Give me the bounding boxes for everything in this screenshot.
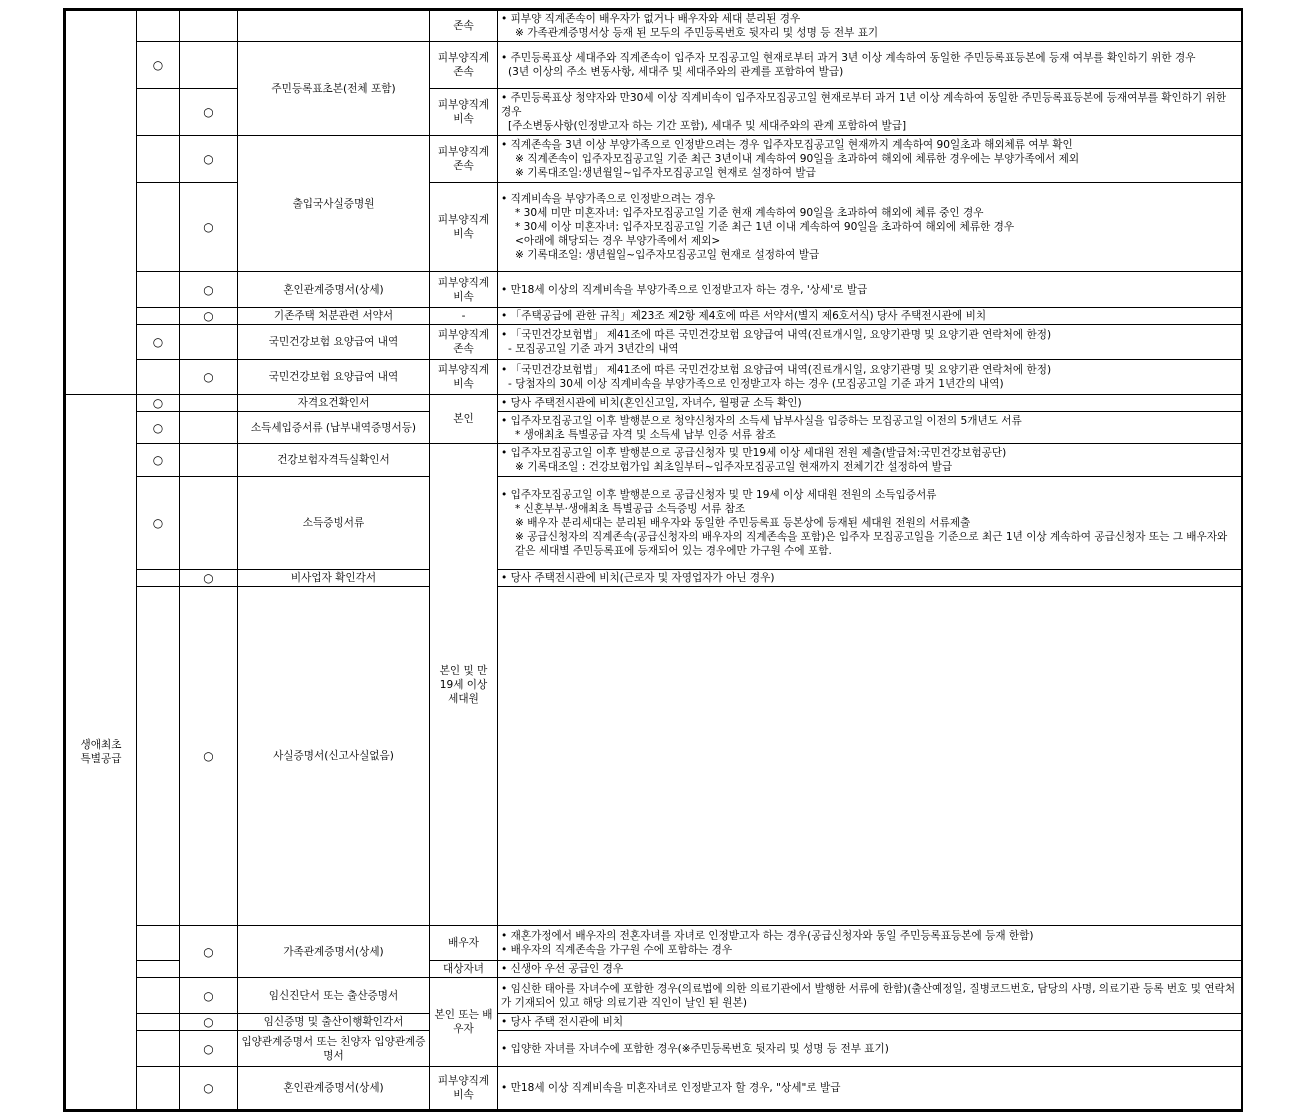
applicant-mark: ○: [137, 325, 180, 360]
description-cell: • 만18세 이상의 직계비속을 부양가족으로 인정받고자 하는 경우, '상세'로 발급: [498, 272, 1242, 308]
applicant-mark: [137, 1014, 180, 1031]
conditional-mark: ○: [180, 89, 238, 136]
applicant-mark: [137, 11, 180, 42]
table-row: [66, 272, 1242, 308]
table-row: [66, 570, 1242, 587]
description-cell: • 임신한 태아를 자녀수에 포함한 경우(의료법에 의한 의료기관에서 발행한 서류에 한함)(출산예정일, 질병코드번호, 담당의 사명, 의료기관 등록 번호 및 연락처가 기재되어 있고 해당 의료기관 직인이 날인 된 원본): [498, 978, 1242, 1014]
target-cell: 피부양직계 비속: [430, 272, 498, 308]
applicant-mark: [137, 136, 180, 183]
description-cell: • 입주자모집공고일 이후 발행분으로 청약신청자의 소득세 납부사실을 입증하는 모집공고일 이전의 5개년도 서류 * 생애최초 특별공급 자격 및 소득세 납부 인증 서류 참조: [498, 412, 1242, 444]
target-cell: 피부양직계 존속: [430, 325, 498, 360]
section-label: 생애최초 특별공급: [66, 395, 137, 1110]
target-cell: 피부양직계 존속: [430, 136, 498, 183]
document-table-frame: [63, 8, 1243, 1112]
target-cell: 피부양직계 비속: [430, 183, 498, 272]
document-name: 사실증명서(신고사실없음): [238, 587, 430, 926]
applicant-mark: ○: [137, 395, 180, 412]
conditional-mark: ○: [180, 183, 238, 272]
description-cell: • 입주자모집공고일 이후 발행분으로 공급신청자 및 만19세 이상 세대원 전원 제출(발급처:국민건강보험공단) ※ 기록대조일 : 건강보험가입 최초일부터~입주자모집공고일 현재까지 전체기간 설정하여 발급: [498, 444, 1242, 477]
description-cell: • 당사 주택전시관에 비치(혼인신고일, 자녀수, 월평균 소득 확인): [498, 395, 1242, 412]
target-cell: 피부양직계 비속: [430, 360, 498, 395]
document-name: 주민등록표초본(전체 포함): [238, 42, 430, 136]
conditional-mark: ○: [180, 136, 238, 183]
applicant-mark: ○: [137, 412, 180, 444]
applicant-mark: [137, 926, 180, 961]
applicant-mark: ○: [137, 477, 180, 570]
document-name: 국민건강보험 요양급여 내역: [238, 325, 430, 360]
document-name: 출입국사실증명원: [238, 136, 430, 272]
description-cell: • 재혼가정에서 배우자의 전혼자녀를 자녀로 인정받고자 하는 경우(공급신청자와 동일 주민등록표등본에 등재 한함) • 배우자의 직계존속을 가구원 수에 포함하는 경우: [498, 926, 1242, 961]
description-cell: • 당사 주택 전시관에 비치: [498, 1014, 1242, 1031]
target-cell: 존속: [430, 11, 498, 42]
applicant-mark: [137, 570, 180, 587]
conditional-mark: [180, 395, 238, 412]
conditional-mark: ○: [180, 1031, 238, 1067]
table-row: [66, 42, 1242, 89]
document-name: 가족관계증명서(상세): [238, 926, 430, 978]
applicant-mark: [137, 360, 180, 395]
target-cell: 피부양직계 존속: [430, 42, 498, 89]
description-cell: • 「주택공급에 관한 규칙」제23조 제2항 제4호에 따른 서약서(별지 제6호서식) 당사 주택전시관에 비치: [498, 308, 1242, 325]
conditional-mark: [180, 42, 238, 89]
conditional-mark: [180, 444, 238, 477]
description-cell: • 입양한 자녀를 자녀수에 포함한 경우(※주민등록번호 뒷자리 및 성명 등 전부 표기): [498, 1031, 1242, 1067]
table-row: [66, 11, 1242, 42]
description-cell: • 피부양 직계존속이 배우자가 없거나 배우자와 세대 분리된 경우 ※ 가족관계증명서상 등재 된 모두의 주민등록번호 뒷자리 및 성명 등 전부 표기: [498, 11, 1242, 42]
document-name: 건강보험자격득실확인서: [238, 444, 430, 477]
description-cell: • 주민등록표상 청약자와 만30세 이상 직계비속이 입주자모집공고일 현재로부터 과거 1년 이상 계속하여 동일한 주민등록표등본에 등재여부를 확인하기 위한 경우 [주소변동사항(인정받고자 하는 기간 포함), 세대주 및 세대주와의 관계 포함하여 발급]: [498, 89, 1242, 136]
applicant-mark: ○: [137, 42, 180, 89]
conditional-mark: ○: [180, 272, 238, 308]
applicant-mark: [137, 272, 180, 308]
conditional-mark: [180, 11, 238, 42]
document-name: 소득세입증서류 (납부내역증명서등): [238, 412, 430, 444]
target-cell: 본인 또는 배우자: [430, 978, 498, 1067]
table-row: [66, 1014, 1242, 1031]
table-row: [66, 136, 1242, 183]
conditional-mark: [180, 325, 238, 360]
table-row: [66, 587, 1242, 926]
description-cell: • 직계존속을 3년 이상 부양가족으로 인정받으려는 경우 입주자모집공고일 현재까지 계속하여 90일초과 해외체류 여부 확인 ※ 직계존속이 입주자모집공고일 기준 최근 3년이내 계속하여 90일을 초과하여 해외에 체류한 경우에는 부양가족에서 제외 ※ 기록대조일:생년월일~입주자모집공고일 현재로 설정하여 발급: [498, 136, 1242, 183]
applicant-mark: [137, 961, 180, 978]
conditional-mark: ○: [180, 360, 238, 395]
conditional-mark: [180, 477, 238, 570]
target-cell: 본인: [430, 395, 498, 444]
category-cell-empty: [66, 11, 137, 395]
document-name: [238, 11, 430, 42]
conditional-mark: ○: [180, 587, 238, 926]
document-name: 기존주택 처분관련 서약서: [238, 308, 430, 325]
table-row: [66, 412, 1242, 444]
document-name: 국민건강보험 요양급여 내역: [238, 360, 430, 395]
table-row: [66, 444, 1242, 477]
applicant-mark: [137, 1067, 180, 1110]
description-cell: • 만18세 이상 직계비속을 미혼자녀로 인정받고자 할 경우, "상세"로 발급: [498, 1067, 1242, 1110]
document-name: 혼인관계증명서(상세): [238, 272, 430, 308]
conditional-mark: [180, 412, 238, 444]
document-name: 비사업자 확인각서: [238, 570, 430, 587]
table-row: [66, 395, 1242, 412]
description-cell: • 입주자모집공고일 이후 발행분으로 공급신청자 및 만 19세 이상 세대원 전원의 소득입증서류 * 신혼부부·생애최초 특별공급 소득증빙 서류 참조 ※ 배우자 분리세대는 분리된 배우자와 동일한 주민등록표 등본상에 등재된 세대원 전원의 서류제출 ※ 공급신청자의 직계존속(공급신청자의 배우자의 직계존속을 포함)은 입주자 모집공고일을 기준으로 최근 1년 이상 계속하여 공급신청자 또는 그 배우자와 같은 세대별 주민등록표에 등재되어 있는 경우에만 가구원 수에 포함.: [498, 477, 1242, 570]
applicant-mark: [137, 1031, 180, 1067]
applicant-mark: [137, 308, 180, 325]
table-row: [66, 978, 1242, 1014]
conditional-mark: ○: [180, 1014, 238, 1031]
applicant-mark: [137, 183, 180, 272]
target-cell: [498, 587, 1242, 926]
conditional-mark: ○: [180, 308, 238, 325]
table-row: [66, 325, 1242, 360]
document-name: 자격요건확인서: [238, 395, 430, 412]
applicant-mark: ○: [137, 444, 180, 477]
description-cell: • 「국민건강보험법」 제41조에 따른 국민건강보험 요양급여 내역(진료개시일, 요양기관명 및 요양기관 연락처에 한정) - 모집공고일 기준 과거 3년간의 내역: [498, 325, 1242, 360]
description-cell: • 주민등록표상 세대주와 직계존속이 입주자 모집공고일 현재로부터 과거 3년 이상 계속하여 동일한 주민등록표등본에 등재 여부를 확인하기 위한 경우 (3년 이상의 주소 변동사항, 세대주 및 세대주와의 관계를 포함하여 발급): [498, 42, 1242, 89]
description-cell: • 직계비속을 부양가족으로 인정받으려는 경우 * 30세 미만 미혼자녀: 입주자모집공고일 기준 현재 계속하여 90일을 초과하여 해외에 체류 중인 경우 * 30세 이상 미혼자녀: 입주자모집공고일 기준 최근 1년 이내 계속하여 90일을 초과하여 해외에 체류한 경우 <아래에 해당되는 경우 부양가족에서 제외> ※ 기록대조일: 생년월일~입주자모집공고일 현재로 설정하여 발급: [498, 183, 1242, 272]
document-name: 입양관계증명서 또는 친양자 입양관계증명서: [238, 1031, 430, 1067]
required-documents-table: [65, 10, 1242, 1110]
description-cell: • 신생아 우선 공급인 경우: [498, 961, 1242, 978]
target-cell: 피부양직계 비속: [430, 89, 498, 136]
document-name: 임신진단서 또는 출산증명서: [238, 978, 430, 1014]
target-cell: -: [430, 308, 498, 325]
applicant-mark: [137, 587, 180, 926]
conditional-mark: ○: [180, 1067, 238, 1110]
table-row: [66, 926, 1242, 961]
description-cell: • 당사 주택전시관에 비치(근로자 및 자영업자가 아닌 경우): [498, 570, 1242, 587]
target-cell: 피부양직계 비속: [430, 1067, 498, 1110]
document-name: 임신증명 및 출산이행확인각서: [238, 1014, 430, 1031]
table-row: [66, 308, 1242, 325]
applicant-mark: [137, 89, 180, 136]
applicant-mark: [137, 978, 180, 1014]
target-cell: 본인 및 만19세 이상 세대원: [430, 444, 498, 926]
table-row: [66, 1067, 1242, 1110]
conditional-mark: ○: [180, 570, 238, 587]
table-row: [66, 1031, 1242, 1067]
target-cell: 배우자: [430, 926, 498, 961]
document-name: 소득증빙서류: [238, 477, 430, 570]
document-name: 혼인관계증명서(상세): [238, 1067, 430, 1110]
table-row: [66, 477, 1242, 570]
conditional-mark: ○: [180, 978, 238, 1014]
conditional-mark: ○: [180, 926, 238, 978]
table-row: [66, 360, 1242, 395]
target-cell: 대상자녀: [430, 961, 498, 978]
description-cell: • 「국민건강보험법」 제41조에 따른 국민건강보험 요양급여 내역(진료개시일, 요양기관명 및 요양기관 연락처에 한정) - 당첨자의 30세 이상 직계비속을 부양가족으로 인정받고자 하는 경우 (모집공고일 기준 과거 1년간의 내역): [498, 360, 1242, 395]
